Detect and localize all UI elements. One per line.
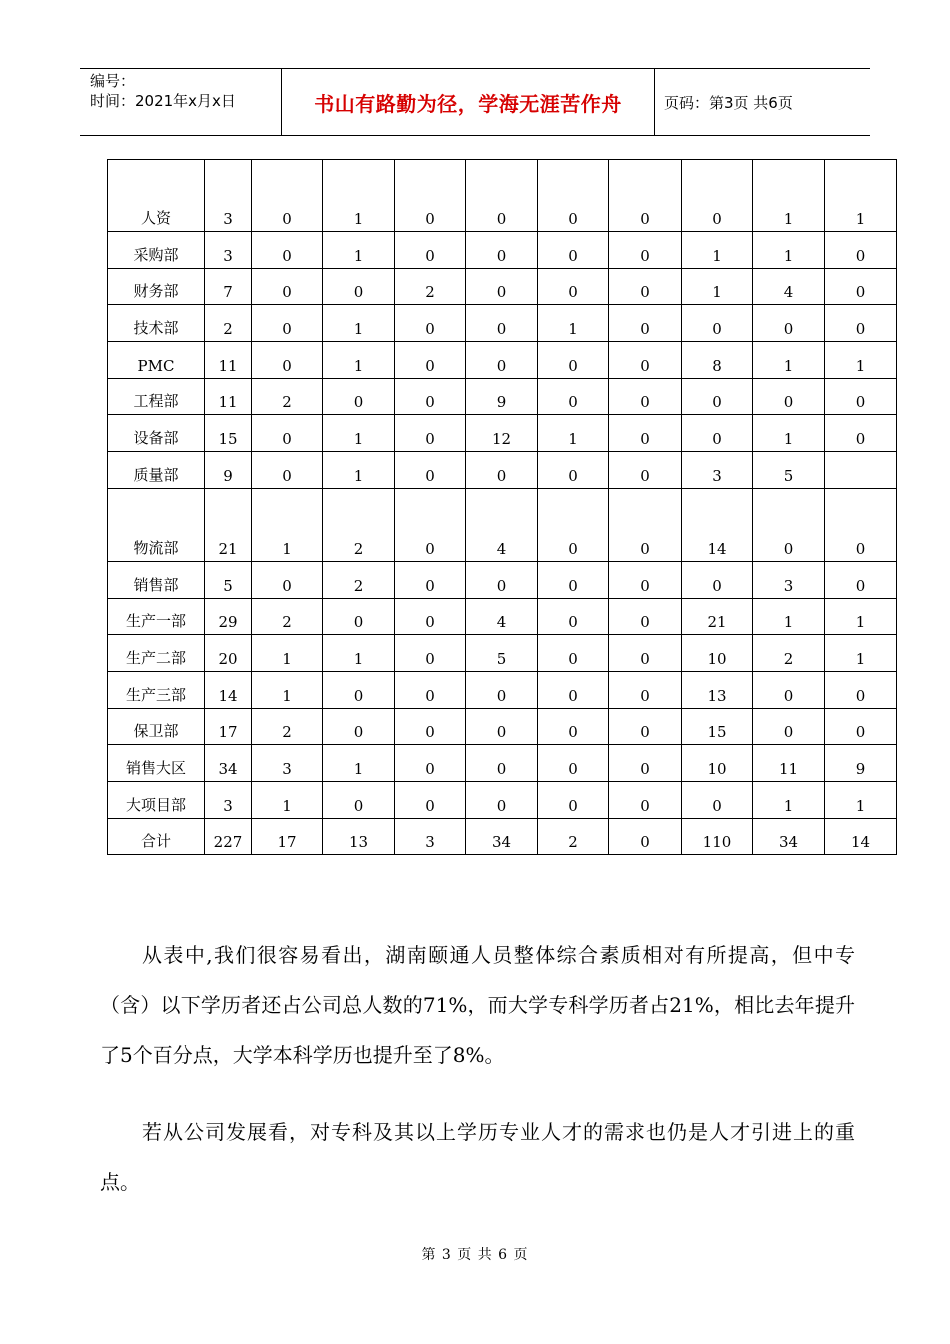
dept-cell: PMC [108, 342, 205, 379]
value-cell: 0 [682, 160, 753, 232]
value-cell: 15 [682, 708, 753, 745]
dept-cell: 生产一部 [108, 598, 205, 635]
dept-cell: 采购部 [108, 232, 205, 269]
value-cell: 0 [323, 378, 395, 415]
value-cell: 0 [753, 488, 825, 561]
conclusion-paragraph: 若从公司发展看，对专科及其以上学历专业人才的需求也仍是人才引进上的重点。 [100, 1120, 855, 1194]
value-cell: 34 [753, 818, 825, 855]
value-cell: 0 [395, 598, 466, 635]
dept-cell: 生产二部 [108, 635, 205, 672]
table-row [108, 160, 897, 232]
value-cell: 2 [252, 708, 323, 745]
value-cell: 0 [466, 305, 538, 342]
value-cell: 3 [682, 452, 753, 489]
value-cell: 0 [538, 671, 609, 708]
dept-cell: 质量部 [108, 452, 205, 489]
value-cell: 0 [395, 671, 466, 708]
value-cell: 0 [252, 268, 323, 305]
value-cell: 34 [205, 745, 252, 782]
value-cell: 0 [395, 708, 466, 745]
value-cell: 0 [538, 378, 609, 415]
value-cell: 0 [466, 708, 538, 745]
value-cell: 2 [252, 378, 323, 415]
value-cell: 0 [682, 305, 753, 342]
dept-cell: 生产三部 [108, 671, 205, 708]
value-cell: 227 [205, 818, 252, 855]
value-cell: 1 [825, 160, 897, 232]
value-cell: 1 [753, 342, 825, 379]
date-label: 时间：2021年x月x日 [90, 92, 236, 110]
dept-cell: 工程部 [108, 378, 205, 415]
dept-cell: 技术部 [108, 305, 205, 342]
value-cell: 0 [323, 598, 395, 635]
table-row [108, 378, 897, 415]
value-cell: 1 [753, 598, 825, 635]
value-cell: 3 [252, 745, 323, 782]
value-cell: 11 [205, 342, 252, 379]
table-row [108, 268, 897, 305]
value-cell: 0 [538, 452, 609, 489]
value-cell: 1 [825, 635, 897, 672]
value-cell: 0 [609, 415, 682, 452]
value-cell: 14 [205, 671, 252, 708]
value-cell: 0 [466, 342, 538, 379]
value-cell: 1 [252, 488, 323, 561]
value-cell: 0 [609, 452, 682, 489]
value-cell: 2 [538, 818, 609, 855]
value-cell: 0 [609, 708, 682, 745]
value-cell: 0 [252, 561, 323, 598]
value-cell: 0 [252, 305, 323, 342]
value-cell: 0 [609, 342, 682, 379]
value-cell: 5 [753, 452, 825, 489]
value-cell: 11 [753, 745, 825, 782]
value-cell: 0 [252, 342, 323, 379]
value-cell: 12 [466, 415, 538, 452]
value-cell: 0 [252, 160, 323, 232]
value-cell: 4 [466, 598, 538, 635]
dept-cell: 合计 [108, 818, 205, 855]
value-cell: 110 [682, 818, 753, 855]
table-row [108, 635, 897, 672]
table-row [108, 415, 897, 452]
value-cell: 8 [682, 342, 753, 379]
value-cell: 0 [252, 415, 323, 452]
value-cell: 0 [682, 378, 753, 415]
value-cell: 2 [205, 305, 252, 342]
value-cell: 0 [466, 452, 538, 489]
dept-cell: 保卫部 [108, 708, 205, 745]
value-cell: 1 [825, 342, 897, 379]
value-cell: 0 [609, 488, 682, 561]
value-cell: 0 [609, 268, 682, 305]
value-cell: 0 [609, 305, 682, 342]
value-cell: 0 [538, 708, 609, 745]
value-cell: 0 [825, 708, 897, 745]
value-cell: 0 [395, 561, 466, 598]
analysis-paragraph: 从表中,我们很容易看出，湖南颐通人员整体综合素质相对有所提高，但中专（含）以下学历者还占公司总人数的71%，而大学专科学历者占21%，相比去年提升了5个百分点，大学本科学历也提升至了8%。 [100, 943, 855, 1067]
education-stats-table [107, 159, 897, 855]
value-cell: 5 [466, 635, 538, 672]
value-cell: 0 [466, 745, 538, 782]
value-cell: 0 [538, 268, 609, 305]
value-cell: 1 [753, 160, 825, 232]
value-cell: 1 [538, 415, 609, 452]
value-cell: 1 [825, 781, 897, 818]
value-cell: 1 [252, 781, 323, 818]
value-cell: 3 [205, 160, 252, 232]
value-cell: 0 [538, 342, 609, 379]
table-row [108, 232, 897, 269]
table-row [108, 561, 897, 598]
header-meta [90, 71, 280, 111]
value-cell: 10 [682, 745, 753, 782]
value-cell: 0 [323, 671, 395, 708]
value-cell: 4 [466, 488, 538, 561]
value-cell: 3 [753, 561, 825, 598]
value-cell: 1 [323, 232, 395, 269]
value-cell: 0 [323, 781, 395, 818]
value-cell: 0 [395, 342, 466, 379]
dept-cell: 销售部 [108, 561, 205, 598]
value-cell: 0 [323, 268, 395, 305]
table-row [108, 781, 897, 818]
table-row [108, 818, 897, 855]
value-cell: 1 [323, 342, 395, 379]
value-cell: 0 [609, 818, 682, 855]
value-cell: 2 [252, 598, 323, 635]
value-cell: 0 [825, 488, 897, 561]
value-cell: 1 [753, 415, 825, 452]
value-cell: 7 [205, 268, 252, 305]
value-cell: 0 [609, 598, 682, 635]
value-cell: 0 [395, 378, 466, 415]
value-cell: 2 [323, 561, 395, 598]
value-cell: 1 [323, 635, 395, 672]
value-cell: 0 [466, 561, 538, 598]
value-cell: 1 [682, 268, 753, 305]
value-cell: 2 [323, 488, 395, 561]
value-cell: 0 [609, 781, 682, 818]
value-cell: 0 [538, 561, 609, 598]
value-cell: 29 [205, 598, 252, 635]
value-cell: 0 [466, 232, 538, 269]
value-cell [825, 452, 897, 489]
value-cell: 0 [323, 708, 395, 745]
value-cell: 0 [825, 415, 897, 452]
value-cell: 1 [323, 452, 395, 489]
value-cell: 1 [682, 232, 753, 269]
value-cell: 0 [825, 671, 897, 708]
value-cell: 5 [205, 561, 252, 598]
value-cell: 1 [323, 745, 395, 782]
value-cell: 2 [753, 635, 825, 672]
value-cell: 0 [252, 452, 323, 489]
value-cell: 0 [609, 561, 682, 598]
value-cell: 1 [753, 232, 825, 269]
table-row [108, 745, 897, 782]
table-row [108, 708, 897, 745]
value-cell: 3 [205, 781, 252, 818]
value-cell: 0 [682, 415, 753, 452]
value-cell: 0 [466, 781, 538, 818]
value-cell: 13 [323, 818, 395, 855]
value-cell: 0 [609, 232, 682, 269]
value-cell: 0 [753, 378, 825, 415]
value-cell: 0 [538, 598, 609, 635]
value-cell: 1 [323, 160, 395, 232]
value-cell: 0 [825, 305, 897, 342]
value-cell: 0 [609, 745, 682, 782]
value-cell: 0 [395, 415, 466, 452]
value-cell: 0 [609, 671, 682, 708]
header-divider [654, 69, 655, 135]
header-page-code: 页码：第3页 共6页 [664, 93, 793, 112]
value-cell: 0 [466, 268, 538, 305]
value-cell: 0 [395, 232, 466, 269]
value-cell: 0 [538, 745, 609, 782]
value-cell: 0 [395, 745, 466, 782]
value-cell: 4 [753, 268, 825, 305]
page-footer: 第 3 页 共 6 页 [421, 1247, 529, 1263]
table-row [108, 671, 897, 708]
value-cell: 2 [395, 268, 466, 305]
value-cell: 0 [753, 708, 825, 745]
value-cell: 9 [466, 378, 538, 415]
value-cell: 14 [682, 488, 753, 561]
dept-cell: 大项目部 [108, 781, 205, 818]
table-row [108, 452, 897, 489]
value-cell: 0 [825, 561, 897, 598]
value-cell: 0 [609, 635, 682, 672]
value-cell: 17 [252, 818, 323, 855]
value-cell: 10 [682, 635, 753, 672]
table-row [108, 342, 897, 379]
value-cell: 0 [252, 232, 323, 269]
value-cell: 15 [205, 415, 252, 452]
value-cell: 9 [205, 452, 252, 489]
dept-cell: 人资 [108, 160, 205, 232]
value-cell: 13 [682, 671, 753, 708]
value-cell: 0 [395, 781, 466, 818]
value-cell: 0 [395, 488, 466, 561]
value-cell: 14 [825, 818, 897, 855]
value-cell: 21 [682, 598, 753, 635]
value-cell: 21 [205, 488, 252, 561]
table-row [108, 488, 897, 561]
value-cell: 1 [538, 305, 609, 342]
page-header [80, 68, 870, 136]
value-cell: 0 [395, 305, 466, 342]
value-cell: 0 [538, 232, 609, 269]
header-motto: 书山有路勤为径，学海无涯苦作舟 [314, 91, 622, 116]
value-cell: 1 [323, 415, 395, 452]
dept-cell: 物流部 [108, 488, 205, 561]
value-cell: 0 [538, 488, 609, 561]
value-cell: 0 [466, 671, 538, 708]
value-cell: 0 [825, 232, 897, 269]
value-cell: 1 [252, 635, 323, 672]
value-cell: 1 [825, 598, 897, 635]
value-cell: 17 [205, 708, 252, 745]
value-cell: 3 [205, 232, 252, 269]
dept-cell: 财务部 [108, 268, 205, 305]
value-cell: 34 [466, 818, 538, 855]
value-cell: 0 [753, 305, 825, 342]
value-cell: 0 [825, 268, 897, 305]
dept-cell: 销售大区 [108, 745, 205, 782]
value-cell: 0 [825, 378, 897, 415]
value-cell: 0 [395, 635, 466, 672]
value-cell: 20 [205, 635, 252, 672]
value-cell: 1 [252, 671, 323, 708]
value-cell: 0 [466, 160, 538, 232]
value-cell: 1 [753, 781, 825, 818]
table-row [108, 305, 897, 342]
value-cell: 0 [538, 781, 609, 818]
number-label: 编号： [90, 72, 136, 90]
value-cell: 1 [323, 305, 395, 342]
value-cell: 11 [205, 378, 252, 415]
table-row [108, 598, 897, 635]
value-cell: 0 [395, 452, 466, 489]
value-cell: 0 [609, 378, 682, 415]
dept-cell: 设备部 [108, 415, 205, 452]
value-cell: 9 [825, 745, 897, 782]
value-cell: 0 [538, 160, 609, 232]
value-cell: 0 [682, 561, 753, 598]
value-cell: 3 [395, 818, 466, 855]
value-cell: 0 [609, 160, 682, 232]
value-cell: 0 [538, 635, 609, 672]
value-cell: 0 [753, 671, 825, 708]
value-cell: 0 [395, 160, 466, 232]
value-cell: 0 [682, 781, 753, 818]
